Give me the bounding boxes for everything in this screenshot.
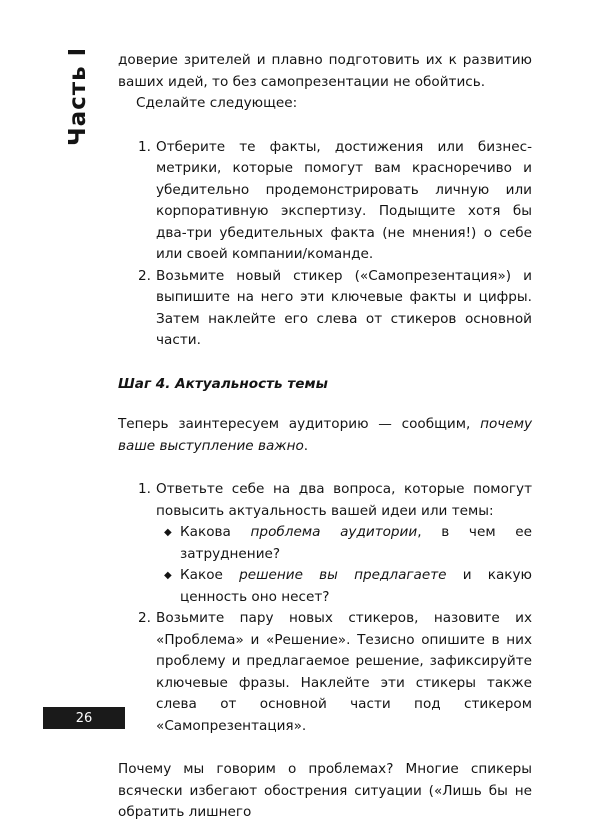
spacer bbox=[118, 115, 532, 137]
numbered-list-item bbox=[118, 479, 532, 522]
text-segment: Возьмите пару новых стикеров, назовите их «Проблема» и «Решение». Тезисно опишите в них проблему и предлагаемое решение, зафиксируйте ключевые фразы. Наклейте эти стикеры также слева от основной части под стикером «Самопрезентация». bbox=[156, 610, 532, 734]
numbered-list bbox=[118, 479, 532, 737]
item-number: 1. bbox=[138, 481, 151, 497]
page-body bbox=[118, 50, 532, 824]
italic-text: решение вы предлагаете bbox=[239, 567, 447, 583]
item-number: 2. bbox=[138, 610, 151, 626]
bullet-item bbox=[118, 522, 532, 565]
bullet-item bbox=[118, 565, 532, 608]
paragraph: Почему мы говорим о проблемах? Многие спикеры всячески избегают обострения ситуации («Лишь бы не обратить лишнего bbox=[118, 761, 532, 820]
text-segment: Какова bbox=[180, 524, 251, 540]
text-segment: Какое bbox=[180, 567, 240, 583]
part-label: Часть I bbox=[65, 46, 91, 146]
text-segment: Теперь заинтересуем аудиторию — сообщим, bbox=[118, 416, 481, 432]
bullet-icon: ◆ bbox=[164, 527, 172, 538]
numbered-list-item bbox=[118, 608, 532, 737]
spacer bbox=[118, 457, 532, 479]
text-segment: Ответьте себе на два вопроса, которые помогут повысить актуальность вашей идеи или темы: bbox=[156, 481, 532, 519]
text-segment: . bbox=[303, 437, 309, 454]
spacer bbox=[118, 352, 532, 374]
spacer bbox=[118, 395, 532, 414]
numbered-list-item bbox=[118, 137, 532, 266]
bullet-list bbox=[118, 522, 532, 608]
italic-text: почему ваше выступление важно bbox=[118, 416, 532, 454]
spacer bbox=[118, 737, 532, 759]
bullet-text bbox=[180, 524, 532, 562]
italic-text: проблема аудитории bbox=[250, 524, 418, 540]
text-segment: , в чем ее затруднение? bbox=[180, 524, 532, 562]
item-text bbox=[156, 139, 532, 263]
page-number: 26 bbox=[43, 707, 125, 729]
section-heading: Шаг 4. Актуальность темы bbox=[118, 375, 328, 392]
item-text bbox=[156, 481, 532, 519]
item-number: 1. bbox=[138, 138, 151, 155]
bullet-icon: ◆ bbox=[164, 570, 172, 581]
paragraph: доверие зрителей и плавно подготовить их к развитию ваших идей, то без самопрезентации не обойтись. bbox=[118, 52, 532, 90]
text-segment: Отберите те факты, достижения или бизнес-метрики, которые помогут вам красноречиво и убедительно продемонстрировать личную или корпоративную экспертизу. Подыщите хотя бы два-три убедительных факта (не мнения!) о себе или своей компании/команде. bbox=[156, 138, 532, 262]
item-text bbox=[156, 610, 532, 734]
numbered-list-item bbox=[118, 266, 532, 352]
item-number: 2. bbox=[138, 267, 151, 284]
text-segment: и какую ценность оно несет? bbox=[180, 567, 533, 605]
item-text bbox=[156, 268, 532, 349]
numbered-list bbox=[118, 137, 532, 352]
paragraph bbox=[118, 414, 532, 457]
text-segment: Возьмите новый стикер («Самопрезентация») и выпишите на него эти ключевые факты и цифры. Затем наклейте его слева от стикеров основной части. bbox=[156, 267, 532, 348]
paragraph: Сделайте следующее: bbox=[136, 95, 298, 111]
bullet-text bbox=[180, 567, 532, 605]
